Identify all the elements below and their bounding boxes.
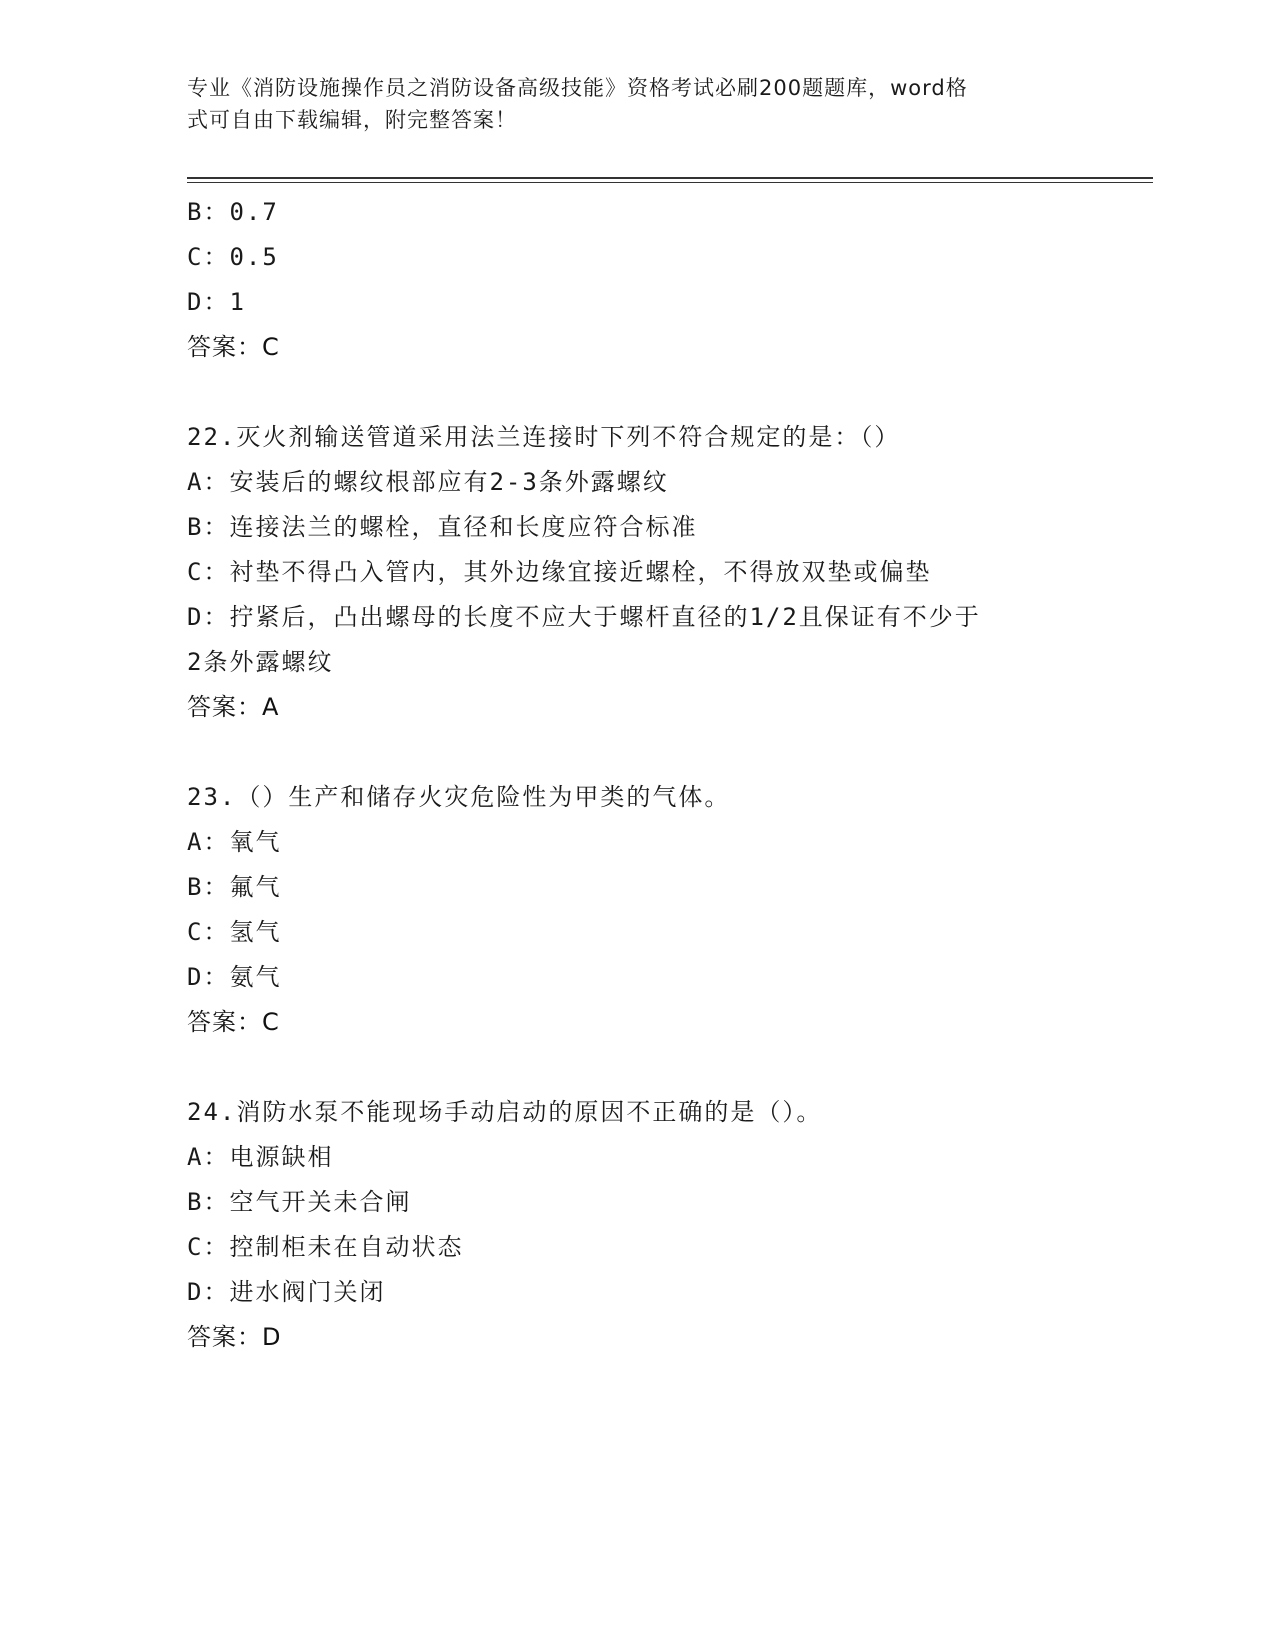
answer: 答案：A <box>187 693 280 721</box>
document-header <box>187 72 1067 136</box>
option-c: C：0.5 <box>187 243 279 271</box>
question-22 <box>187 415 1087 730</box>
option-b: B：0.7 <box>187 198 279 226</box>
option-d-continued: 2条外露螺纹 <box>187 648 334 676</box>
answer: 答案：C <box>187 333 280 361</box>
question-21-continued <box>187 190 1087 370</box>
option-c: C：氢气 <box>187 918 282 946</box>
option-b: B：氟气 <box>187 873 282 901</box>
header-line-2: 式可自由下载编辑，附完整答案！ <box>187 108 517 132</box>
option-c: C：控制柜未在自动状态 <box>187 1233 464 1261</box>
option-a: A：安装后的螺纹根部应有2-3条外露螺纹 <box>187 468 669 496</box>
option-d: D：拧紧后，凸出螺母的长度不应大于螺杆直径的1/2且保证有不少于 <box>187 603 981 631</box>
spacer <box>187 730 1087 775</box>
answer: 答案：C <box>187 1008 280 1036</box>
question-24 <box>187 1090 1087 1360</box>
spacer <box>187 370 1087 415</box>
answer: 答案：D <box>187 1323 282 1351</box>
option-a: A：氧气 <box>187 828 282 856</box>
spacer <box>187 1045 1087 1090</box>
option-b: B：连接法兰的螺栓，直径和长度应符合标准 <box>187 513 698 541</box>
question-text: 24.消防水泵不能现场手动启动的原因不正确的是（）。 <box>187 1098 823 1126</box>
option-d: D：进水阀门关闭 <box>187 1278 386 1306</box>
option-a: A：电源缺相 <box>187 1143 334 1171</box>
question-text: 22.灭火剂输送管道采用法兰连接时下列不符合规定的是：（） <box>187 423 901 451</box>
header-line-1: 专业《消防设施操作员之消防设备高级技能》资格考试必刷200题题库，word格 <box>187 76 968 100</box>
header-divider-thick <box>187 177 1153 179</box>
question-text: 23.（）生产和储存火灾危险性为甲类的气体。 <box>187 783 731 811</box>
header-divider-thin <box>187 182 1153 183</box>
option-c: C：衬垫不得凸入管内，其外边缘宜接近螺栓，不得放双垫或偏垫 <box>187 558 932 586</box>
question-content <box>187 190 1087 1360</box>
option-d: D：氨气 <box>187 963 282 991</box>
option-b: B：空气开关未合闸 <box>187 1188 412 1216</box>
option-d: D：1 <box>187 288 246 316</box>
question-23 <box>187 775 1087 1045</box>
